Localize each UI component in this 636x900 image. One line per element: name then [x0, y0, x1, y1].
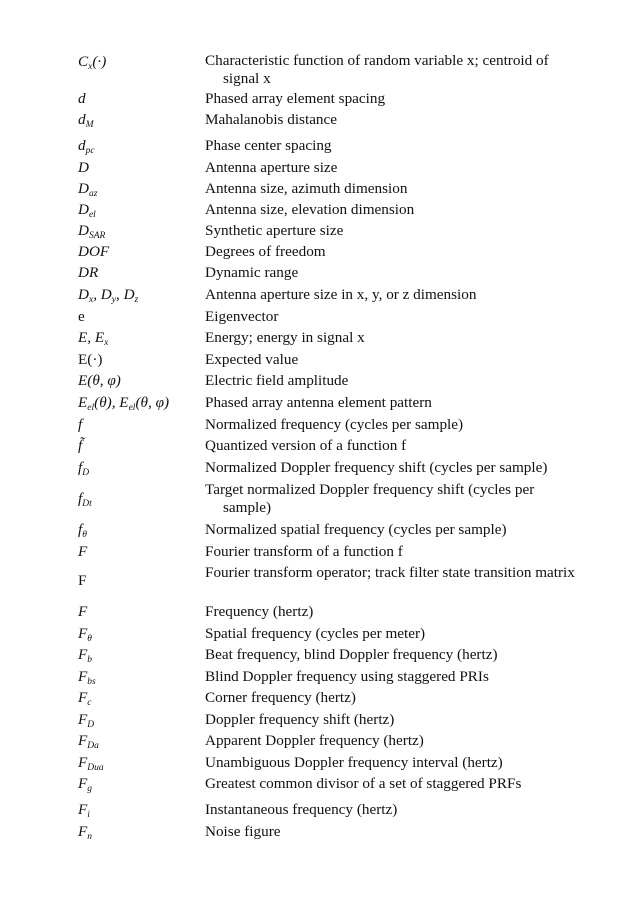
- glossary-row: [78, 201, 578, 222]
- glossary-description: Antenna size, azimuth dimension: [205, 180, 408, 197]
- glossary-description: Fourier transform operator; track filter state transition matrix: [205, 564, 575, 581]
- glossary-description: Antenna size, elevation dimension: [205, 201, 415, 218]
- glossary-row: [78, 416, 578, 437]
- glossary-symbol: $F_{bs}$: [78, 668, 96, 687]
- glossary-symbol: $F_{Dua}$: [78, 754, 104, 773]
- glossary-row: [78, 437, 578, 459]
- glossary-symbol: $F_D$: [78, 711, 95, 730]
- glossary-description: Apparent Doppler frequency (hertz): [205, 732, 424, 749]
- glossary-description: Electric field amplitude: [205, 372, 349, 389]
- glossary-symbol: $D_{az}$: [78, 180, 98, 199]
- glossary-row: [78, 351, 578, 372]
- glossary-symbol: $F_n$: [78, 823, 93, 842]
- glossary-symbol: $D_{el}$: [78, 201, 96, 220]
- glossary-row: [78, 52, 578, 90]
- glossary-symbol: $d_M$: [78, 111, 94, 130]
- glossary-row: [78, 543, 578, 564]
- glossary-symbol: $F_g$: [78, 775, 93, 794]
- glossary-symbol: E(θ, φ): [78, 372, 121, 389]
- glossary-row: [78, 754, 578, 775]
- glossary-description: Noise figure: [205, 823, 281, 840]
- glossary-symbol: $F_c$: [78, 689, 92, 708]
- glossary-row: [78, 711, 578, 732]
- glossary-description: Antenna aperture size: [205, 159, 338, 176]
- glossary-description: Corner frequency (hertz): [205, 689, 356, 706]
- glossary-row: [78, 564, 578, 603]
- glossary-symbol: $d_{pc}$: [78, 137, 95, 156]
- glossary-row: [78, 646, 578, 668]
- glossary-symbol: d: [78, 90, 86, 107]
- glossary-row: [78, 90, 578, 111]
- glossary-description: Frequency (hertz): [205, 603, 314, 620]
- glossary-description: Greatest common divisor of a set of staggered PRFs: [205, 775, 522, 792]
- glossary-symbol: $f_{Dt}$: [78, 490, 92, 509]
- glossary-description: Phased array antenna element pattern: [205, 394, 432, 411]
- glossary-row: [78, 603, 578, 625]
- glossary-row: [78, 732, 578, 754]
- glossary-row: [78, 459, 578, 481]
- glossary-symbol: $C_x(\cdot)$: [78, 53, 107, 72]
- glossary-symbol: $D_x$, $D_y$, $D_z$: [78, 286, 139, 305]
- glossary-symbol: $F_\theta$: [78, 625, 92, 644]
- glossary-description: Normalized frequency (cycles per sample): [205, 416, 464, 433]
- glossary-symbol: E(·): [78, 351, 103, 368]
- glossary-row: [78, 801, 578, 823]
- glossary-description: Energy; energy in signal x: [205, 329, 365, 346]
- glossary-description: Unambiguous Doppler frequency interval (hertz): [205, 754, 503, 771]
- glossary-description: Doppler frequency shift (hertz): [205, 711, 395, 728]
- glossary-symbol: f: [78, 416, 83, 433]
- glossary-symbol: DR: [78, 264, 99, 281]
- glossary-description: Quantized version of a function f: [205, 437, 407, 454]
- glossary-row: [78, 264, 578, 286]
- glossary-row: [78, 775, 578, 801]
- glossary-symbol: F: [78, 543, 88, 560]
- glossary-description: Antenna aperture size in x, y, or z dimension: [205, 286, 477, 303]
- glossary-description: Eigenvector: [205, 308, 279, 325]
- glossary-row: [78, 159, 578, 180]
- glossary-description: Normalized spatial frequency (cycles per sample): [205, 521, 507, 538]
- glossary-row: [78, 180, 578, 201]
- glossary-description: Normalized Doppler frequency shift (cycles per sample): [205, 459, 548, 476]
- glossary-description: Degrees of freedom: [205, 243, 326, 260]
- glossary-description: Fourier transform of a function f: [205, 543, 403, 560]
- glossary-row: [78, 394, 578, 416]
- glossary-description: Blind Doppler frequency using staggered PRIs: [205, 668, 489, 685]
- glossary-row: [78, 481, 578, 521]
- glossary-symbol: f̃: [78, 437, 83, 454]
- glossary-row: [78, 243, 578, 264]
- glossary-row: [78, 329, 578, 351]
- glossary-symbol: D: [78, 159, 89, 176]
- glossary-symbol: F: [78, 572, 87, 589]
- glossary-description: Phase center spacing: [205, 137, 332, 154]
- glossary-description: Phased array element spacing: [205, 90, 386, 107]
- glossary-description: Synthetic aperture size: [205, 222, 344, 239]
- glossary-row: [78, 668, 578, 689]
- glossary-row: [78, 689, 578, 711]
- glossary-symbol: $F_i$: [78, 801, 90, 820]
- glossary-symbol: e: [78, 308, 85, 325]
- glossary-row: [78, 823, 578, 845]
- glossary-symbol: DOF: [78, 243, 110, 260]
- glossary-description: Instantaneous frequency (hertz): [205, 801, 398, 818]
- glossary-symbol: E, $E_x$: [78, 329, 109, 348]
- glossary-row: [78, 286, 578, 308]
- glossary-row: [78, 308, 578, 329]
- glossary-symbol: $F_b$: [78, 646, 93, 665]
- glossary-row: [78, 625, 578, 646]
- glossary-description: Dynamic range: [205, 264, 299, 281]
- glossary-row: [78, 137, 578, 159]
- glossary-row: [78, 521, 578, 543]
- glossary-description: Expected value: [205, 351, 299, 368]
- glossary-description: Spatial frequency (cycles per meter): [205, 625, 426, 642]
- glossary-symbol: F: [78, 603, 88, 620]
- glossary-symbol: $F_{Da}$: [78, 732, 99, 751]
- symbol-glossary: [78, 52, 578, 845]
- glossary-row: [78, 111, 578, 137]
- glossary-row: [78, 222, 578, 243]
- glossary-symbol: $D_{SAR}$: [78, 222, 106, 241]
- glossary-description: Characteristic function of random variable x; centroid of signal x: [205, 52, 549, 88]
- glossary-description: Beat frequency, blind Doppler frequency (hertz): [205, 646, 498, 663]
- glossary-symbol: $f_D$: [78, 459, 90, 478]
- glossary-description: Target normalized Doppler frequency shift (cycles per sample): [205, 481, 535, 517]
- glossary-row: [78, 372, 578, 394]
- glossary-symbol: $f_\theta$: [78, 521, 87, 540]
- glossary-description: Mahalanobis distance: [205, 111, 338, 128]
- glossary-symbol: $E_{el}(\theta)$, $E_{el}(\theta$, φ): [78, 394, 170, 413]
